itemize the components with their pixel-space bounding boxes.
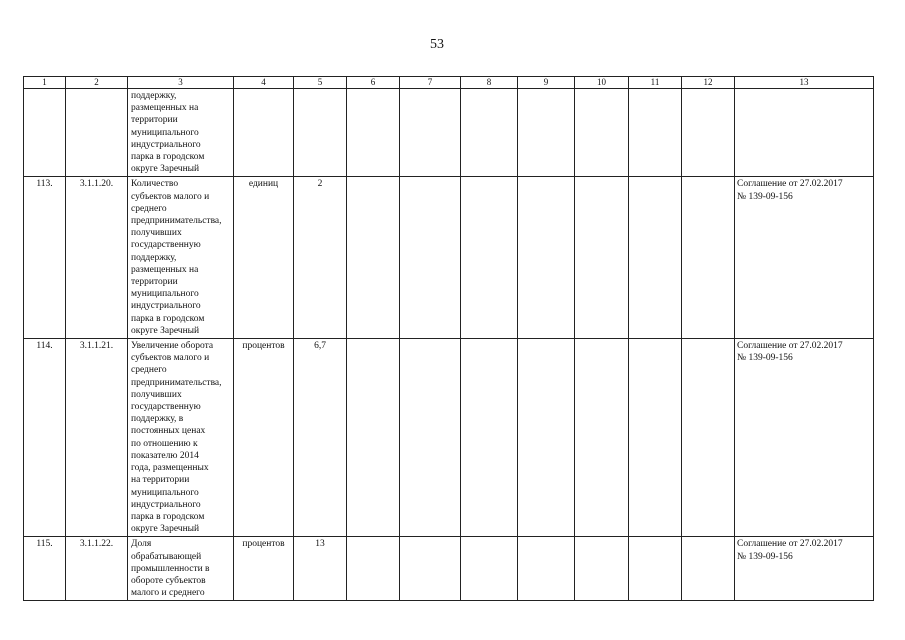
empty-cell: [347, 177, 400, 339]
table-row: [24, 339, 874, 537]
row-source: [735, 89, 874, 177]
empty-cell: [575, 89, 629, 177]
header-row: [24, 77, 874, 89]
row-unit: процентов: [234, 339, 294, 537]
row-name: поддержку, размещенных на территории муниципального индустриального парка в городском округе Заречный: [128, 89, 234, 177]
row-number: 113.: [24, 177, 66, 339]
row-source: Соглашение от 27.02.2017 № 139-09-156: [735, 537, 874, 601]
row-number: [24, 89, 66, 177]
indicators-table: [23, 76, 874, 601]
header-cell: 5: [294, 77, 347, 89]
empty-cell: [461, 537, 518, 601]
empty-cell: [518, 89, 575, 177]
empty-cell: [575, 537, 629, 601]
header-cell: 7: [400, 77, 461, 89]
header-cell: 2: [66, 77, 128, 89]
row-code: 3.1.1.21.: [66, 339, 128, 537]
empty-cell: [518, 177, 575, 339]
empty-cell: [629, 177, 682, 339]
row-code: 3.1.1.22.: [66, 537, 128, 601]
header-cell: 13: [735, 77, 874, 89]
row-code: [66, 89, 128, 177]
row-value: 2: [294, 177, 347, 339]
row-source: Соглашение от 27.02.2017 № 139-09-156: [735, 177, 874, 339]
header-cell: 1: [24, 77, 66, 89]
empty-cell: [518, 339, 575, 537]
header-cell: 4: [234, 77, 294, 89]
empty-cell: [629, 339, 682, 537]
empty-cell: [347, 339, 400, 537]
empty-cell: [347, 89, 400, 177]
table-row: [24, 177, 874, 339]
row-code: 3.1.1.20.: [66, 177, 128, 339]
row-unit: [234, 89, 294, 177]
empty-cell: [575, 339, 629, 537]
header-cell: 3: [128, 77, 234, 89]
empty-cell: [400, 339, 461, 537]
header-cell: 6: [347, 77, 400, 89]
row-value: [294, 89, 347, 177]
header-cell: 10: [575, 77, 629, 89]
row-unit: единиц: [234, 177, 294, 339]
empty-cell: [400, 537, 461, 601]
row-number: 114.: [24, 339, 66, 537]
empty-cell: [682, 339, 735, 537]
empty-cell: [629, 537, 682, 601]
row-source: Соглашение от 27.02.2017 № 139-09-156: [735, 339, 874, 537]
empty-cell: [461, 339, 518, 537]
row-name: Доля обрабатывающей промышленности в обороте субъектов малого и среднего: [128, 537, 234, 601]
header-cell: 9: [518, 77, 575, 89]
table-row: [24, 537, 874, 601]
row-number: 115.: [24, 537, 66, 601]
empty-cell: [461, 89, 518, 177]
empty-cell: [575, 177, 629, 339]
row-name: Увеличение оборота субъектов малого и среднего предпринимательства, получивших государственную поддержку, в постоянных ценах по отношению к показателю 2014 года, размещенных на территории муниципального индустриального парка в городском округе Заречный: [128, 339, 234, 537]
empty-cell: [461, 177, 518, 339]
empty-cell: [400, 177, 461, 339]
page-number: 53: [430, 37, 444, 52]
empty-cell: [347, 537, 400, 601]
empty-cell: [400, 89, 461, 177]
row-name: Количество субъектов малого и среднего предпринимательства, получивших государственную поддержку, размещенных на территории муниципального индустриального парка в городском округе Заречный: [128, 177, 234, 339]
row-value: 13: [294, 537, 347, 601]
header-cell: 12: [682, 77, 735, 89]
table-row: [24, 89, 874, 177]
empty-cell: [682, 537, 735, 601]
header-cell: 11: [629, 77, 682, 89]
empty-cell: [518, 537, 575, 601]
header-cell: 8: [461, 77, 518, 89]
row-unit: процентов: [234, 537, 294, 601]
row-value: 6,7: [294, 339, 347, 537]
empty-cell: [682, 89, 735, 177]
empty-cell: [682, 177, 735, 339]
empty-cell: [629, 89, 682, 177]
